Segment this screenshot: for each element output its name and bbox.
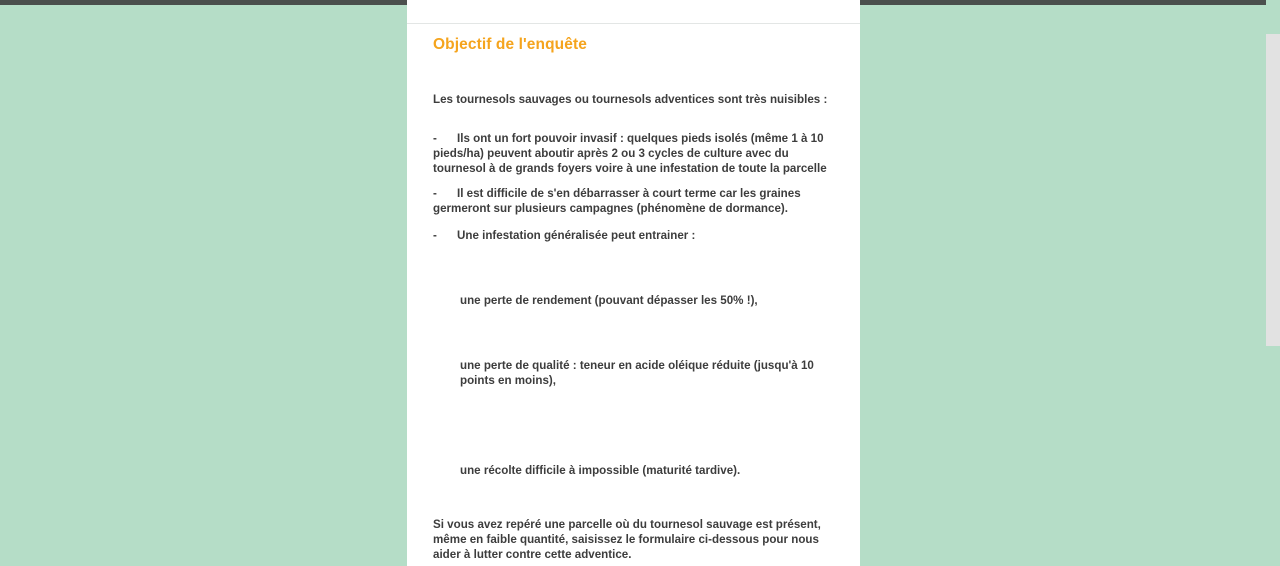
bullet-item bbox=[433, 228, 833, 243]
bullet-text: Ils ont un fort pouvoir invasif : quelques pieds isolés (même 1 à 10 pieds/ha) peuvent aboutir après 2 ou 3 cycles de culture avec du tournesol à de grands foyers voire à une infestation de toute la parcelle bbox=[433, 132, 827, 175]
survey-card bbox=[407, 0, 860, 566]
bullet-dash: - bbox=[433, 132, 437, 145]
sub-item: une perte de qualité : teneur en acide oléique réduite (jusqu'à 10 points en moins), bbox=[460, 359, 814, 387]
sub-item: une perte de rendement (pouvant dépasser les 50% !), bbox=[460, 294, 758, 307]
bullet-text: Une infestation généralisée peut entrainer : bbox=[457, 229, 696, 242]
sub-item: une récolte difficile à impossible (maturité tardive). bbox=[460, 464, 741, 477]
intro-text: Les tournesols sauvages ou tournesols adventices sont très nuisibles : bbox=[433, 93, 828, 106]
section-title: Objectif de l'enquête bbox=[433, 36, 587, 53]
bullet-dash: - bbox=[433, 229, 437, 242]
bullet-text: Il est difficile de s'en débarrasser à court terme car les graines germeront sur plusieurs campagnes (phénomène de dormance). bbox=[433, 187, 801, 215]
bullet-dash: - bbox=[433, 187, 437, 200]
scrollbar-thumb[interactable] bbox=[1266, 34, 1280, 346]
bullet-item bbox=[433, 131, 833, 176]
closing-text: Si vous avez repéré une parcelle où du tournesol sauvage est présent, même en faible quantité, saisissez le formulaire ci-dessous pour nous aider à lutter contre cette adventice. bbox=[433, 518, 821, 561]
bullet-item bbox=[433, 186, 833, 216]
header-divider bbox=[407, 23, 860, 24]
